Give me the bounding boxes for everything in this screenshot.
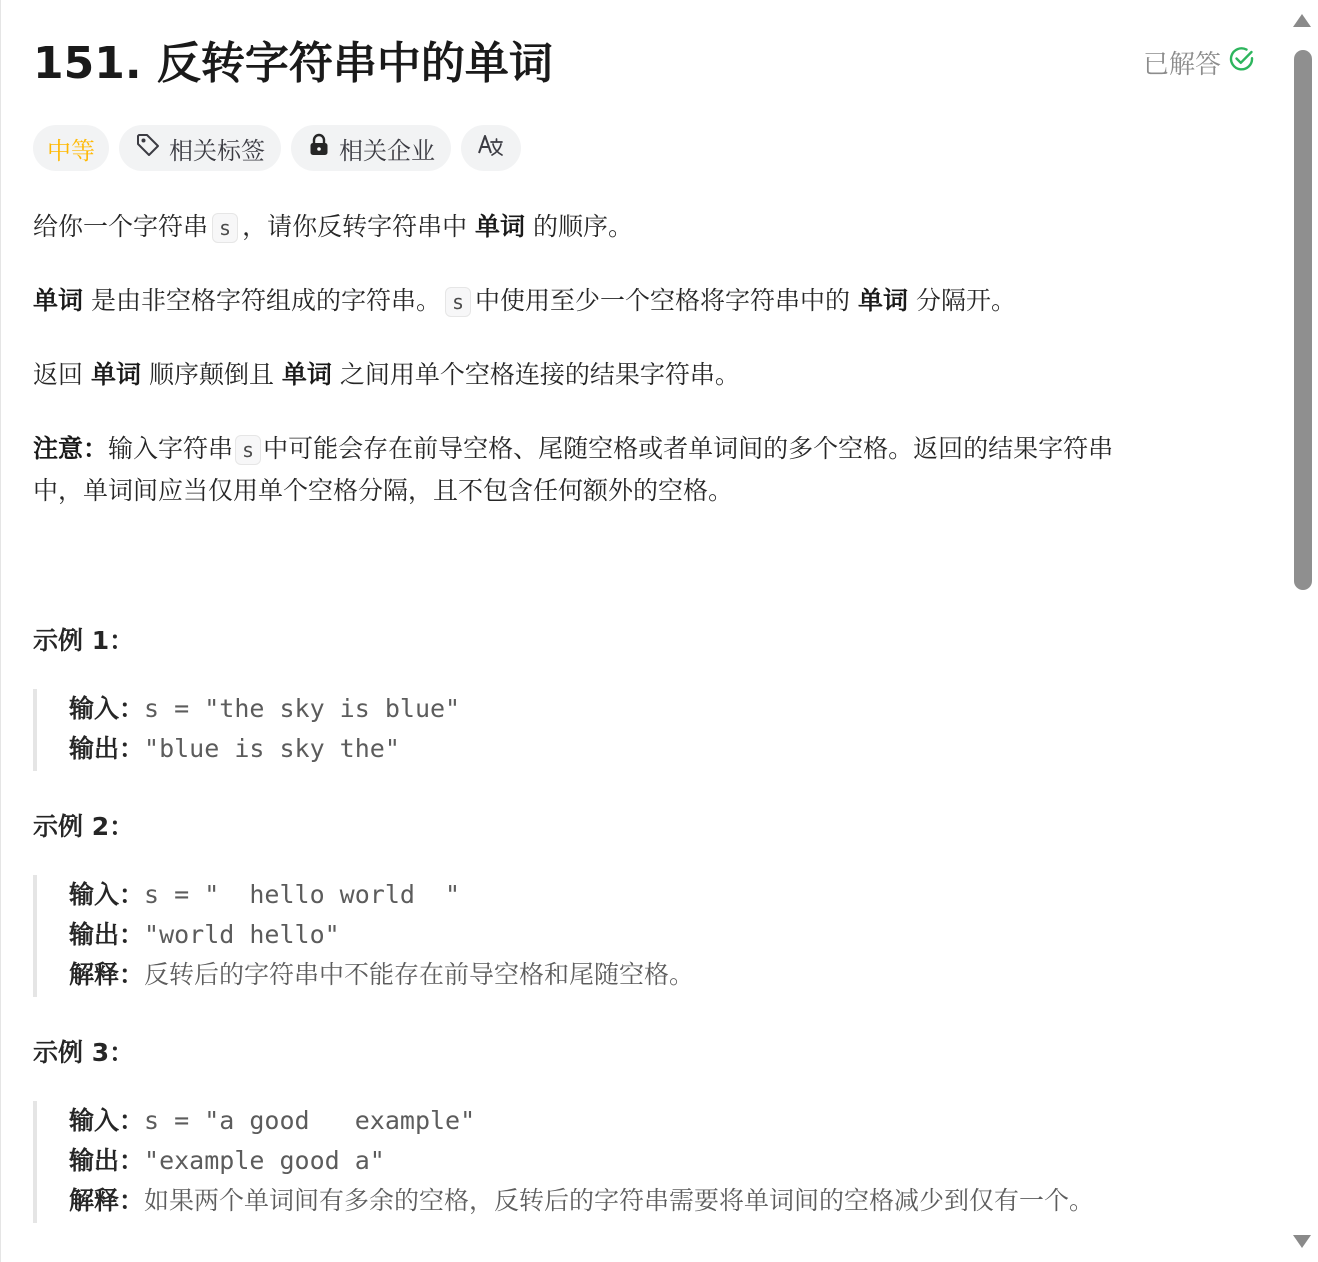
vertical-scrollbar[interactable] (1288, 0, 1318, 1262)
example-1-block (33, 689, 460, 771)
p2-text-b: 中使用至少一个空格将字符串中的 (475, 286, 851, 315)
note-label: 注意： (33, 434, 109, 463)
example-3-output (69, 1141, 1094, 1181)
example-1-title: 示例 1： (33, 626, 135, 655)
description-paragraph-2 (33, 280, 1016, 322)
related-companies-label: 相关企业 (339, 136, 435, 165)
p1-bold-word: 单词 (475, 212, 526, 241)
note-text-a: 输入字符串 (108, 434, 234, 463)
p1-text-a: 给你一个字符串 (33, 212, 209, 241)
scroll-up-arrow-icon[interactable] (1293, 14, 1311, 27)
related-companies-button[interactable] (291, 125, 451, 171)
note-paragraph (33, 428, 1113, 512)
explanation-label: 解释： (69, 1186, 145, 1215)
p3-text-b: 顺序颠倒且 (148, 360, 274, 389)
example-2-explanation-text: 反转后的字符串中不能存在前导空格和尾随空格。 (144, 960, 695, 989)
explanation-label: 解释： (69, 960, 145, 989)
example-3-explanation-text: 如果两个单词间有多余的空格，反转后的字符串需要将单词间的空格减少到仅有一个。 (144, 1186, 1095, 1215)
example-1-output (69, 729, 460, 769)
example-2-explanation (69, 955, 694, 995)
note-text-b: 中可能会存在前导空格、尾随空格或者单词间的多个空格。返回的结果字符串 (263, 434, 1114, 463)
lock-icon (307, 133, 331, 163)
inline-code-s: s (212, 213, 238, 243)
related-topics-label: 相关标签 (169, 136, 265, 165)
example-2-output (69, 915, 694, 955)
related-topics-button[interactable] (119, 125, 281, 171)
p2-bold-word-1: 单词 (33, 286, 84, 315)
input-label: 输入： (69, 880, 145, 909)
output-label: 输出： (69, 1146, 145, 1175)
note-line-1 (33, 428, 1113, 470)
p1-text-c: 的顺序。 (533, 212, 634, 241)
note-line-2: 中，单词间应当仅用单个空格分隔，且不包含任何额外的空格。 (33, 476, 734, 505)
p3-text-c: 之间用单个空格连接的结果字符串。 (339, 360, 740, 389)
p2-text-c: 分隔开。 (915, 286, 1016, 315)
translate-button[interactable] (461, 125, 521, 171)
p2-text-a: 是由非空格字符组成的字符串。 (90, 286, 441, 315)
example-2-block (33, 875, 694, 997)
input-label: 输入： (69, 1106, 145, 1135)
input-label: 输入： (69, 694, 145, 723)
inline-code-s: s (235, 435, 261, 465)
solved-status (1143, 44, 1255, 81)
p3-bold-word-1: 单词 (90, 360, 141, 389)
example-3-output-value: "example good a" (144, 1146, 385, 1175)
p2-bold-word-2: 单词 (858, 286, 909, 315)
example-1-input (69, 689, 460, 729)
example-1-input-value: s = "the sky is blue" (144, 694, 461, 723)
example-3-title: 示例 3： (33, 1038, 135, 1067)
p3-text-a: 返回 (33, 360, 84, 389)
output-label: 输出： (69, 920, 145, 949)
output-label: 输出： (69, 734, 145, 763)
example-3-block (33, 1101, 1094, 1223)
inline-code-s: s (445, 287, 471, 317)
solved-label: 已解答 (1142, 50, 1221, 80)
p3-bold-word-2: 单词 (281, 360, 332, 389)
tag-bar (33, 125, 521, 171)
example-2-title: 示例 2： (33, 812, 135, 841)
check-circle-icon (1229, 46, 1255, 79)
translate-icon (477, 132, 505, 164)
example-3-explanation (69, 1181, 1094, 1221)
scroll-down-arrow-icon[interactable] (1293, 1235, 1311, 1248)
example-3-input (69, 1101, 1094, 1141)
tag-icon (135, 132, 161, 164)
example-3-input-value: s = "a good example" (144, 1106, 476, 1135)
description-paragraph-3 (33, 354, 740, 396)
problem-title[interactable]: 151. 反转字符串中的单词 (33, 38, 553, 89)
example-2-output-value: "world hello" (144, 920, 340, 949)
difficulty-label: 中等 (47, 136, 95, 165)
example-2-input-value: s = " hello world " (144, 880, 461, 909)
example-1-output-value: "blue is sky the" (144, 734, 400, 763)
scrollbar-thumb[interactable] (1294, 50, 1312, 590)
difficulty-badge (33, 125, 109, 171)
description-paragraph-1 (33, 206, 633, 248)
example-2-input (69, 875, 694, 915)
p1-text-b: ，请你反转字符串中 (242, 212, 468, 241)
